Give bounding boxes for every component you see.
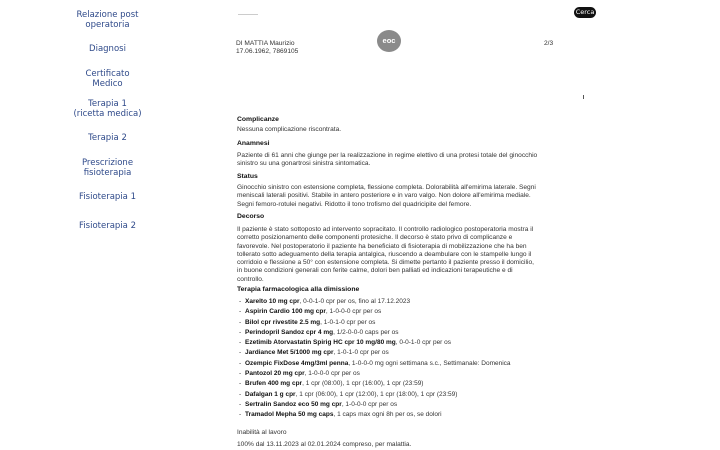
list-item: - Brufen 400 mg cpr, 1 cpr (08:00), 1 cpr (16:00), 1 cpr (23:59)	[239, 380, 424, 388]
scan-artifact	[583, 95, 584, 99]
list-item: - Ezetimib Atorvastatin Spirig HC cpr 10 mg/80 mg, 0-0-1-0 cpr per os	[239, 339, 452, 347]
drug-dose: , 1 cpr (06:00), 1 cpr (12:00), 1 cpr (18:00), 1 cpr (23:59)	[295, 390, 458, 398]
list-item: - Aspirin Cardio 100 mg cpr, 1-0-0-0 cpr per os	[239, 308, 382, 316]
drug-dose: , 1-0-1-0 cpr per os	[320, 318, 376, 326]
list-item: - Bilol cpr rivestite 2.5 mg, 1-0-1-0 cpr per os	[239, 318, 376, 326]
sidebar-item-label: Fisioterapia 2	[79, 221, 136, 231]
list-item: - Pantozol 20 mg cpr, 1-0-0-0 cpr per os	[239, 370, 360, 378]
section-title-complicanze: Complicanze	[237, 116, 279, 123]
drug-name: Dafalgan 1 g cpr	[245, 390, 296, 398]
drug-dose: , 0-0-1-0 cpr per os	[395, 339, 452, 347]
drug-dose: , 1-0-0-0 cpr per os	[325, 308, 382, 316]
text-line: corridoio e flessione a 50° con estensione completa. Si dimette pertanto il paziente presso il domicilio,	[237, 259, 534, 267]
patient-info: 17.06.1962, 7869105	[236, 47, 299, 55]
text-line: in buone condizioni generali con ferite calme, dolori ben palliati ed indicazioni terapeutiche e di	[237, 267, 513, 275]
sidebar-item-label: operatoria	[85, 20, 130, 30]
text-line: Paziente di 61 anni che giunge per la realizzazione in regime elettivo di una protesi totale del ginocchio	[237, 152, 538, 159]
text-line: Ginocchio sinistro con estensione completa, flessione completa. Dolorabilità all'emirima laterale. Segni	[237, 184, 536, 191]
drug-dose: , 0-0-1-0 cpr per os, fino al 17.12.2023	[299, 298, 411, 305]
sidebar-item-certificato-medico[interactable]	[0, 69, 215, 89]
section-title-inabilita: Inabilità al lavoro	[237, 429, 287, 436]
document-page	[236, 0, 566, 450]
section-title-status: Status	[237, 173, 258, 180]
decorso-text	[237, 226, 534, 284]
sidebar-item-label: Prescrizione	[81, 158, 134, 168]
text-line: favorevole. Nel postoperatorio il paziente ha beneficiato di fisioterapia di mobilizzazione che ha ben	[237, 242, 527, 250]
status-text	[237, 184, 536, 209]
drug-name: Ezetimib Atorvastatin Spirig HC cpr 10 mg/80 mg	[245, 339, 396, 347]
page-number: 2/3	[544, 40, 554, 47]
list-item: - Jardiance Met 5/1000 mg cpr, 1-0-1-0 cpr per os	[239, 349, 389, 357]
sidebar-item-label: Relazione post	[76, 10, 139, 20]
inabilita-text: 100% dal 13.11.2023 al 02.01.2024 compreso, per malattia.	[237, 441, 412, 448]
sidebar-item-fisioterapia-2[interactable]	[0, 221, 215, 231]
sidebar-item-terapia-2[interactable]	[0, 133, 215, 143]
drug-name: Bilol cpr rivestite 2.5 mg	[245, 318, 321, 326]
text-line: corretto posizionamento delle componenti protesiche. Il decorso è stato privo di complicanze e	[237, 234, 513, 242]
anamnesi-text	[237, 152, 537, 169]
drug-name: Sertralin Sandoz eco 50 mg cpr	[245, 400, 342, 408]
search-button[interactable]: Cerca	[575, 8, 595, 16]
drug-name: Jardiance Met 5/1000 mg cpr	[245, 349, 334, 357]
sidebar-nav	[0, 0, 215, 450]
sidebar-item-prescrizione-fisioterapia[interactable]	[0, 158, 215, 178]
drug-name: Perindopril Sandoz cpr 4 mg	[245, 328, 334, 336]
drug-name: Tramadol Mepha 50 mg caps	[245, 411, 334, 419]
list-item: - Sertralin Sandoz eco 50 mg cpr, 1-0-0-0 cpr per os	[239, 400, 398, 408]
drug-dose: , 1-0-0-0 cpr per os	[304, 370, 360, 378]
patient-header	[236, 40, 298, 55]
text-line: Segni femoro-rotulei negativi. Ridotto il tono trofismo del quadricipite del femore.	[237, 200, 472, 208]
text-line: sinistro su una gonartrosi sinistra sintomatica.	[237, 160, 371, 168]
complicanze-text: Nessuna complicazione riscontrata.	[237, 126, 342, 133]
list-item: - Dafalgan 1 g cpr, 1 cpr (06:00), 1 cpr (12:00), 1 cpr (18:00), 1 cpr (23:59)	[239, 390, 458, 398]
text-line: controllo.	[237, 275, 264, 283]
drug-dose: , 1-0-0-0 cpr per os	[341, 400, 398, 408]
drug-name: Ozempic FixDose 4mg/3ml penna	[245, 359, 349, 367]
list-item: - Ozempic FixDose 4mg/3ml penna, 1-0-0-0 mg ogni settimana s.c., Settimanale: Domenica	[239, 359, 511, 367]
list-item: - Xarelto 10 mg cpr, 0-0-1-0 cpr per os, fino al 17.12.2023	[239, 298, 411, 305]
sidebar-item-fisioterapia-1[interactable]	[0, 192, 215, 202]
sidebar-item-label: Terapia 1	[88, 99, 127, 109]
drug-name: Xarelto 10 mg cpr	[245, 298, 300, 305]
text-line: Il paziente è stato sottoposto ad intervento sopracitato. Il controllo radiologico postoperatoria mostra il	[237, 226, 534, 233]
sidebar-item-label: Diagnosi	[89, 44, 126, 54]
sidebar-item-diagnosi[interactable]	[0, 44, 215, 54]
section-title-terapia: Terapia farmacologica alla dimissione	[237, 286, 360, 293]
drug-dose: , 1 cpr (08:00), 1 cpr (16:00), 1 cpr (23:59)	[302, 380, 424, 388]
sidebar-item-relazione-post-operatoria[interactable]	[0, 10, 215, 30]
sidebar-item-label: Terapia 2	[88, 133, 127, 143]
drug-name: Brufen 400 mg cpr	[245, 380, 303, 388]
section-title-decorso: Decorso	[237, 213, 265, 220]
sidebar-item-terapia-1[interactable]	[0, 99, 215, 119]
eoc-logo: eoc	[377, 30, 401, 52]
text-line: meniscali laterali positivi. Stabile in antero posteriore e in varo valgo. Non dolore all'emirima mediale.	[237, 192, 531, 200]
drug-dose: , 1-0-1-0 cpr per os	[333, 349, 389, 357]
drug-name: Aspirin Cardio 100 mg cpr	[245, 308, 326, 316]
sidebar-item-label: fisioterapia	[83, 168, 132, 178]
drug-dose: , 1-0-0-0 mg ogni settimana s.c., Settimanale: Domenica	[348, 359, 511, 367]
list-item: - Tramadol Mepha 50 mg caps, 1 caps max ogni 8h per os, se dolori	[239, 411, 442, 419]
therapy-list	[239, 297, 539, 421]
sidebar-item-label: (ricetta medica)	[73, 109, 142, 119]
patient-name: DI MATTIA Maurizio	[236, 40, 295, 47]
drug-name: Pantozol 20 mg cpr	[245, 370, 305, 378]
drug-dose: , 1/2-0-0-0 caps per os	[333, 328, 399, 336]
list-item: - Perindopril Sandoz cpr 4 mg, 1/2-0-0-0 caps per os	[239, 328, 399, 336]
drug-dose: , 1 caps max ogni 8h per os, se dolori	[333, 411, 442, 419]
section-title-anamnesi: Anamnesi	[237, 140, 270, 147]
sidebar-item-label: Fisioterapia 1	[79, 192, 136, 202]
sidebar-item-label: Certificato	[85, 69, 130, 79]
text-line: tollerato sotto adeguamento della terapia antalgica, riuscendo a deambulare con le stampelle lungo il	[237, 250, 532, 258]
sidebar-item-label: Medico	[92, 79, 123, 89]
